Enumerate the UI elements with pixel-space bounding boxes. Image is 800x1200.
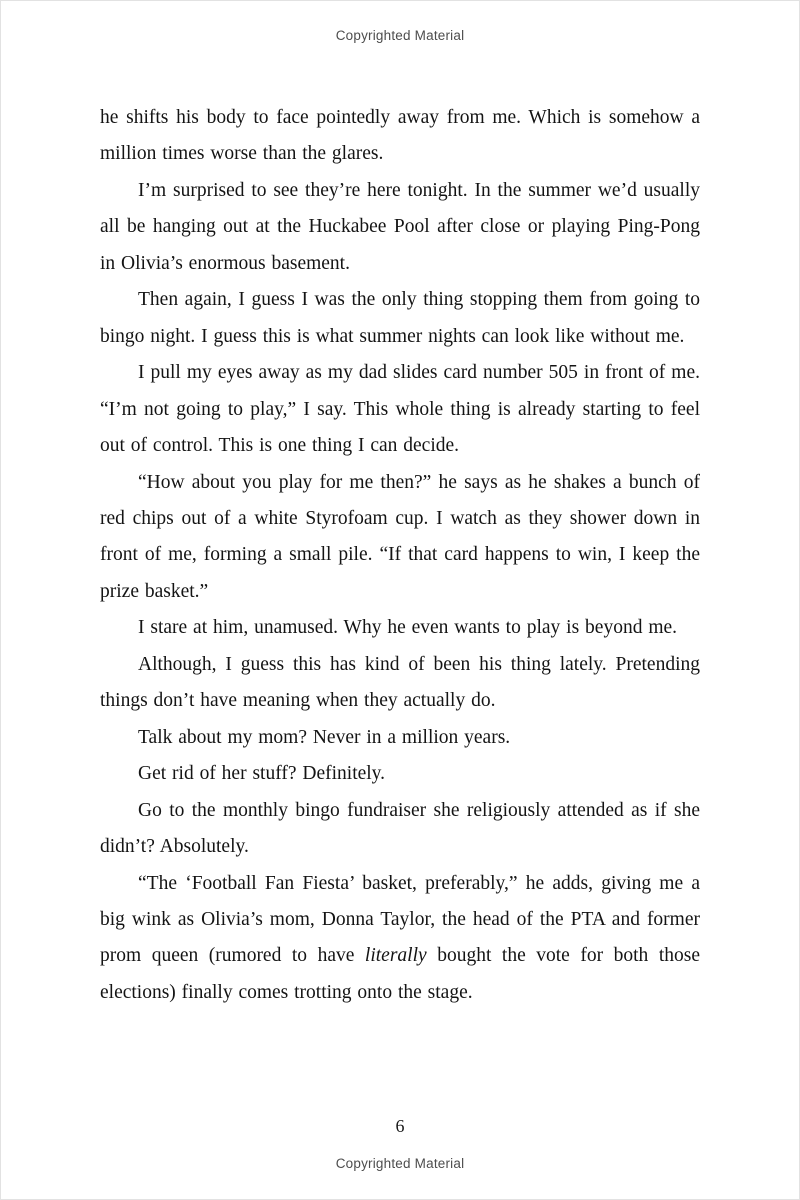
text-run: I pull my eyes away as my dad slides card number 505 in front of me. “I’m not going to play,” I say. This whole thing is already starting to feel out of control. This is one thing I can decide. — [100, 362, 700, 457]
paragraph — [100, 100, 700, 173]
paragraph — [100, 793, 700, 866]
text-run: bought the vote for both those elections) finally comes trotting onto the stage. — [100, 945, 700, 1003]
copyright-notice-bottom: Copyrighted Material — [335, 1156, 465, 1171]
paragraph — [100, 355, 700, 464]
paragraph — [100, 756, 700, 792]
text-run: I stare at him, unamused. Why he even wants to play is beyond me. — [138, 617, 678, 639]
paragraph — [100, 647, 700, 720]
text-run: he shifts his body to face pointedly away from me. Which is somehow a million times worse than the glares. — [100, 107, 700, 165]
text-run: Get rid of her stuff? Definitely. — [138, 763, 386, 785]
page-number: 6 — [395, 1116, 405, 1136]
paragraph — [100, 282, 700, 355]
text-run: Then again, I guess I was the only thing stopping them from going to bingo night. I guess this is what summer nights can look like without me. — [100, 289, 700, 347]
paragraph — [100, 866, 700, 1012]
text-run: “The ‘Football Fan Fiesta’ basket, preferably,” he adds, giving me a big wink as Olivia’s mom, Donna Taylor, the head of the PTA and former prom queen (rumored to have — [100, 872, 700, 967]
italic-text: literally — [364, 945, 427, 967]
page-body — [100, 100, 700, 1011]
text-run: Go to the monthly bingo fundraiser she religiously attended as if she didn’t? Absolutely. — [100, 799, 700, 858]
text-run: “How about you play for me then?” he says as he shakes a bunch of red chips out of a white Styrofoam cup. I watch as they shower down in front of me, forming a small pile. “If that card happens to win, I keep the prize basket.” — [100, 471, 700, 602]
text-run: I’m surprised to see they’re here tonight. In the summer we’d usually all be hanging out at the Huckabee Pool after close or playing Ping-Pong in Olivia’s enormous basement. — [100, 179, 700, 274]
paragraph — [100, 720, 700, 756]
text-run: Although, I guess this has kind of been his thing lately. Pretending things don’t have meaning when they actually do. — [100, 653, 700, 712]
paragraph — [100, 173, 700, 282]
paragraph — [100, 465, 700, 611]
copyright-notice-top: Copyrighted Material — [335, 28, 465, 43]
paragraph — [100, 610, 700, 646]
text-run: Talk about my mom? Never in a million years. — [138, 726, 511, 748]
